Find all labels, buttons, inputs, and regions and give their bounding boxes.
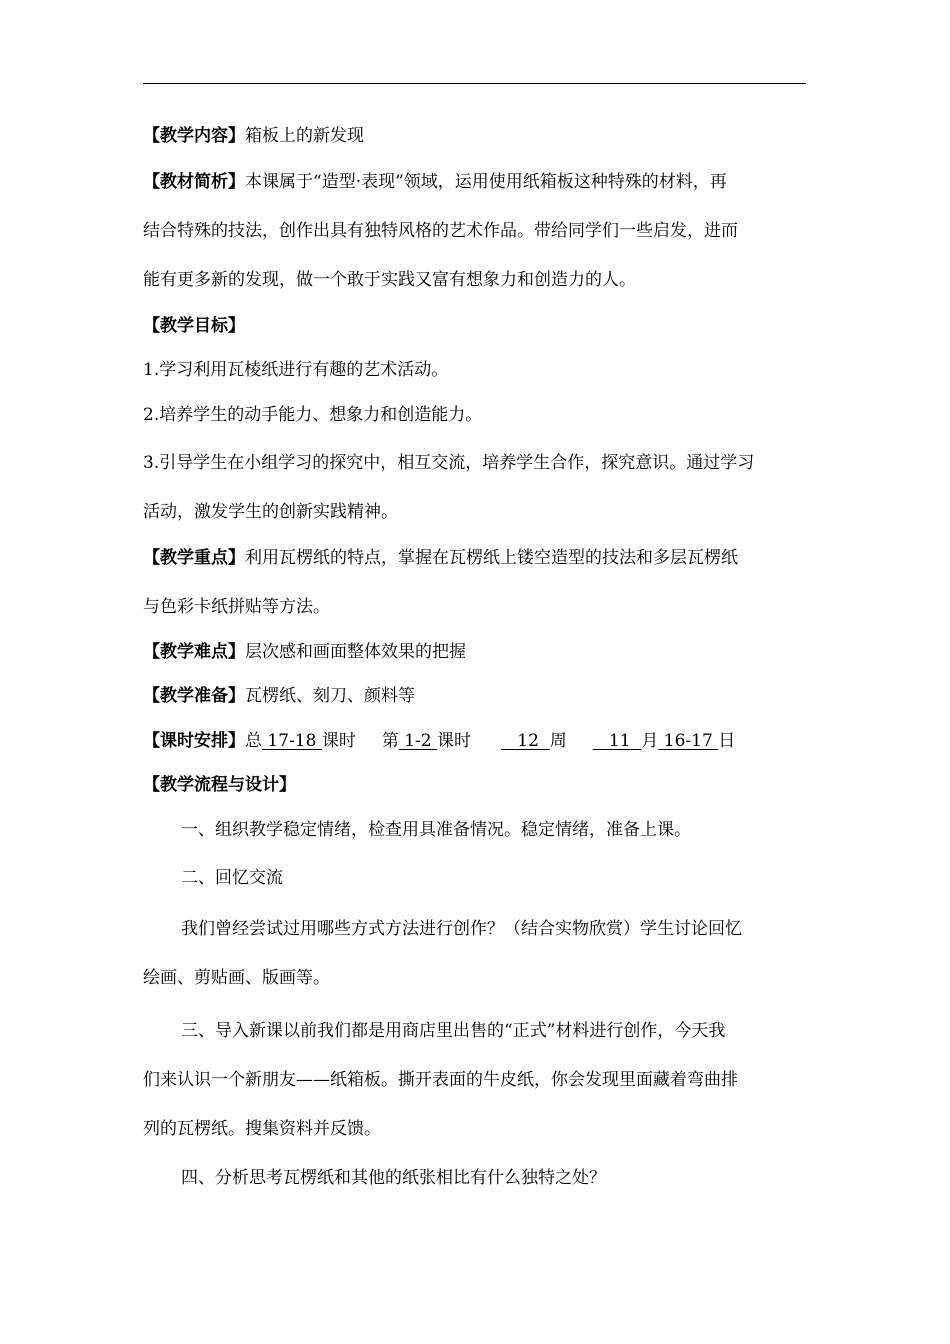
content-row	[143, 124, 806, 148]
goals-row	[143, 314, 806, 338]
preparation-text: 瓦楞纸、刻刀、颜料等	[245, 686, 415, 706]
flow-step-2-detail-2: 绘画、剪贴画、版画等。	[143, 968, 330, 988]
analysis-row-3	[143, 268, 806, 292]
goal-item-1-text: 1.学习利用瓦棱纸进行有趣的艺术活动。	[143, 360, 449, 380]
goal-item-3-row-2	[143, 500, 806, 524]
flow-step-4	[143, 1166, 844, 1190]
goal-item-3-text-2: 活动，激发学生的创新实践精神。	[143, 502, 398, 522]
flow-step-2-text: 二、回忆交流	[181, 868, 283, 888]
schedule-label: 【课时安排】	[143, 731, 245, 751]
schedule-day-unit: 日	[718, 731, 736, 751]
flow-step-3-text-2: 们来认识一个新朋友——纸箱板。撕开表面的牛皮纸，你会发现里面藏着弯曲排	[143, 1070, 738, 1090]
content-text: 箱板上的新发现	[245, 126, 364, 146]
key-points-label: 【教学重点】	[143, 548, 245, 568]
flow-step-2-detail-1: 我们曾经尝试过用哪些方式方法进行创作？（结合实物欣赏）学生讨论回忆	[181, 919, 742, 939]
content-label: 【教学内容】	[143, 126, 245, 146]
schedule-nth-prefix: 第	[381, 731, 399, 751]
analysis-text-3: 能有更多新的发现，做一个敢于实践又富有想象力和创造力的人。	[143, 270, 636, 290]
schedule-month-unit: 月	[641, 731, 659, 751]
schedule-week-value: 12	[517, 731, 539, 751]
flow-step-1-text: 一、组织教学稳定情绪，检查用具准备情况。稳定情绪，准备上课。	[181, 820, 691, 840]
key-points-row-2	[143, 595, 806, 619]
flow-step-2-row-1	[143, 917, 844, 941]
goal-item-3-row-1	[143, 451, 806, 475]
analysis-label: 【教材简析】	[143, 172, 245, 192]
goal-item-1	[143, 358, 806, 382]
schedule-nth-value: 1-2	[404, 731, 432, 751]
flow-label: 【教学流程与设计】	[143, 775, 296, 795]
schedule-day-value: 16-17	[663, 731, 713, 751]
flow-step-2	[143, 866, 844, 890]
difficulties-label: 【教学难点】	[143, 642, 245, 662]
key-points-row-1	[143, 546, 806, 570]
analysis-row-1	[143, 170, 806, 194]
schedule-total-unit: 课时	[321, 731, 356, 751]
flow-step-3-row-3	[143, 1117, 806, 1141]
analysis-row-2	[143, 219, 806, 243]
flow-step-1	[143, 818, 844, 842]
goals-label: 【教学目标】	[143, 316, 245, 336]
preparation-label: 【教学准备】	[143, 686, 245, 706]
difficulties-text: 层次感和画面整体效果的把握	[245, 642, 466, 662]
flow-step-2-row-2	[143, 966, 806, 990]
flow-step-4-text: 四、分析思考瓦楞纸和其他的纸张相比有什么独特之处？	[181, 1168, 606, 1188]
schedule-month-value: 11	[608, 731, 631, 751]
schedule-nth-unit: 课时	[437, 731, 472, 751]
preparation-row	[143, 684, 806, 708]
goal-item-3-text-1: 3.引导学生在小组学习的探究中，相互交流，培养学生合作，探究意识。通过学习	[143, 453, 755, 473]
schedule-total-prefix: 总	[245, 731, 262, 751]
goal-item-2-text: 2.培养学生的动手能力、想象力和创造能力。	[143, 405, 483, 425]
analysis-text-1: 本课属于“造型·表现”领域，运用使用纸箱板这种特殊的材料，再	[245, 172, 727, 192]
flow-row	[143, 773, 806, 797]
flow-step-3-text-1: 三、导入新课以前我们都是用商店里出售的“正式”材料进行创作，今天我	[181, 1021, 726, 1041]
flow-step-3-text-3: 列的瓦楞纸。搜集资料并反馈。	[143, 1119, 381, 1139]
schedule-total-value: 17-18	[267, 731, 317, 751]
schedule-week-unit: 周	[549, 731, 567, 751]
difficulties-row	[143, 640, 806, 664]
flow-step-3-row-1	[143, 1019, 844, 1043]
header-rule	[143, 83, 806, 84]
analysis-text-2: 结合特殊的技法，创作出具有独特风格的艺术作品。带给同学们一些启发，进而	[143, 221, 738, 241]
goal-item-2	[143, 403, 806, 427]
schedule-row	[143, 729, 806, 753]
flow-step-3-row-2	[143, 1068, 806, 1092]
key-points-text-2: 与色彩卡纸拼贴等方法。	[143, 597, 330, 617]
key-points-text-1: 利用瓦楞纸的特点，掌握在瓦楞纸上镂空造型的技法和多层瓦楞纸	[245, 548, 738, 568]
